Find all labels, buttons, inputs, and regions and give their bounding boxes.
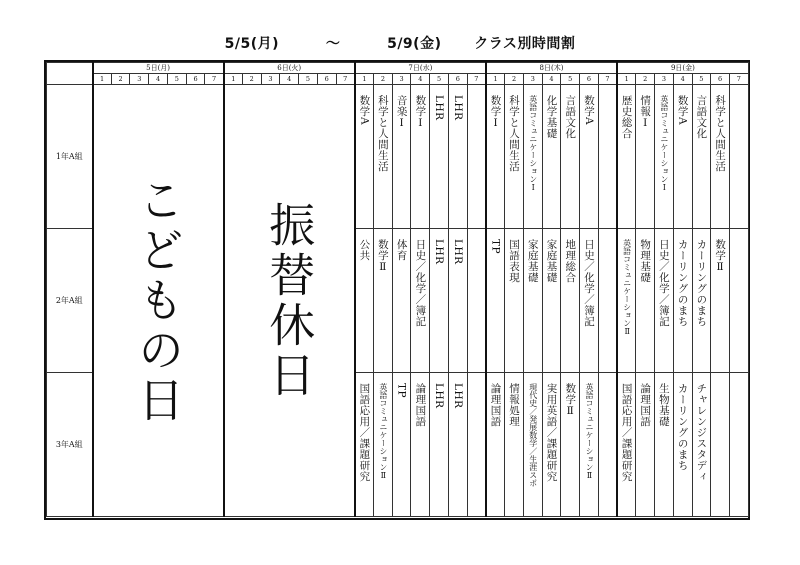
subject-label: 国語応用／課題研究 [620, 383, 633, 482]
subject-label: 言語文化 [695, 95, 708, 139]
timetable-cell [729, 85, 748, 229]
timetable-cell [542, 373, 561, 517]
timetable-cell [505, 85, 524, 229]
subject-label: 日史／化学／簿記 [657, 239, 670, 327]
page-title [0, 33, 800, 53]
period-number: 1 [93, 74, 112, 85]
subject-label: 数学Ⅱ [376, 239, 389, 274]
subject-label: 体育 [395, 239, 408, 261]
holiday-tue [224, 85, 355, 517]
timetable-cell [486, 85, 505, 229]
timetable-cell [598, 85, 617, 229]
subject-label: カーリングのまち [676, 383, 689, 471]
period-number: 7 [205, 74, 224, 85]
title-label: クラス別時間割 [474, 36, 576, 52]
subject-label: 家庭基礎 [526, 239, 539, 283]
timetable-cell [598, 373, 617, 517]
period-number: 4 [149, 74, 168, 85]
timetable-cell [692, 85, 711, 229]
timetable-cell [448, 85, 467, 229]
timetable-cell [542, 85, 561, 229]
title-separator: ～ [325, 36, 341, 52]
timetable-cell [636, 85, 655, 229]
timetable-frame [44, 60, 750, 520]
holiday-label: 振替休日 [262, 200, 317, 401]
timetable-cell [411, 373, 430, 517]
timetable-cell [692, 373, 711, 517]
day-header-row [47, 63, 749, 74]
period-number: 7 [598, 74, 617, 85]
subject-label: 英語コミュニケーションⅠ [528, 95, 538, 192]
timetable-cell [523, 373, 542, 517]
timetable-cell [486, 373, 505, 517]
period-number: 3 [261, 74, 280, 85]
timetable-cell [561, 85, 580, 229]
timetable-cell [392, 229, 411, 373]
subject-label: 実用英語／課題研究 [545, 383, 558, 482]
subject-label: 英語コミュニケーションⅡ [378, 383, 388, 480]
period-number: 3 [523, 74, 542, 85]
subject-label: LHR [433, 239, 446, 265]
day-header-mon: 5日(月) [93, 63, 224, 74]
subject-label: 英語コミュニケーションⅡ [584, 383, 594, 480]
period-number: 7 [467, 74, 486, 85]
timetable-cell [598, 229, 617, 373]
subject-label: 現代史／発展数学／生涯スポ [528, 383, 538, 487]
period-number: 5 [430, 74, 449, 85]
subject-label: 国語表現 [508, 239, 521, 283]
subject-label: 科学と人間生活 [508, 95, 521, 172]
timetable-cell [617, 85, 636, 229]
subject-label: カーリングのまち [695, 239, 708, 327]
period-number: 2 [374, 74, 393, 85]
subject-label: 数学A [676, 95, 689, 126]
timetable-cell [467, 85, 486, 229]
timetable-cell [655, 373, 674, 517]
subject-label: 論理国語 [639, 383, 652, 427]
timetable-cell [355, 85, 374, 229]
timetable-cell [673, 229, 692, 373]
timetable-cell [711, 373, 730, 517]
subject-label: 科学と人間生活 [376, 95, 389, 172]
subject-label: 音楽Ⅰ [395, 95, 408, 130]
period-number: 6 [448, 74, 467, 85]
timetable-cell [617, 229, 636, 373]
timetable-cell [711, 229, 730, 373]
class-row-1a [47, 85, 749, 229]
timetable-cell [673, 85, 692, 229]
timetable-cell [411, 229, 430, 373]
period-number: 3 [655, 74, 674, 85]
day-header-thu: 8日(木) [486, 63, 617, 74]
timetable-cell [542, 229, 561, 373]
period-number: 6 [580, 74, 599, 85]
timetable-cell [505, 373, 524, 517]
timetable-cell [355, 229, 374, 373]
period-number: 3 [130, 74, 149, 85]
timetable-cell [411, 85, 430, 229]
holiday-mon [93, 85, 224, 517]
subject-label: LHR [433, 383, 446, 409]
subject-label: カーリングのまち [676, 239, 689, 327]
period-number: 2 [111, 74, 130, 85]
timetable-cell [430, 229, 449, 373]
period-number: 4 [673, 74, 692, 85]
period-number: 5 [167, 74, 186, 85]
period-number: 5 [692, 74, 711, 85]
timetable-cell [523, 229, 542, 373]
timetable-cell [430, 373, 449, 517]
subject-label: 英語コミュニケーションⅡ [622, 239, 632, 336]
subject-label: 情報処理 [508, 383, 521, 427]
subject-label: 歴史総合 [620, 95, 633, 139]
holiday-label: こどもの日 [131, 175, 186, 426]
timetable-cell [673, 373, 692, 517]
subject-label: 公共 [358, 239, 371, 261]
timetable-cell [448, 373, 467, 517]
subject-label: 物理基礎 [639, 239, 652, 283]
subject-label: 数学Ⅱ [714, 239, 727, 274]
timetable-cell [448, 229, 467, 373]
subject-label: 数学A [358, 95, 371, 126]
timetable-cell [523, 85, 542, 229]
period-number: 7 [729, 74, 748, 85]
timetable-cell [711, 85, 730, 229]
period-number: 4 [280, 74, 299, 85]
timetable-cell [580, 229, 599, 373]
timetable-cell [692, 229, 711, 373]
timetable-cell [655, 229, 674, 373]
timetable-cell [392, 373, 411, 517]
period-number: 6 [317, 74, 336, 85]
period-number: 1 [617, 74, 636, 85]
timetable-cell [617, 373, 636, 517]
timetable-cell [374, 373, 393, 517]
class-name: 1年A組 [47, 85, 93, 229]
period-number: 2 [505, 74, 524, 85]
timetable-cell [392, 85, 411, 229]
timetable-cell [729, 229, 748, 373]
subject-label: 数学A [582, 95, 595, 126]
subject-label: LHR [433, 95, 446, 121]
period-number: 4 [542, 74, 561, 85]
timetable-cell [486, 229, 505, 373]
subject-label: LHR [451, 383, 464, 409]
timetable-cell [374, 85, 393, 229]
subject-label: LHR [451, 95, 464, 121]
subject-label: 英語コミュニケーションⅠ [659, 95, 669, 192]
subject-label: 化学基礎 [545, 95, 558, 139]
timetable-cell [374, 229, 393, 373]
subject-label: 科学と人間生活 [714, 95, 727, 172]
day-header-tue: 6日(火) [224, 63, 355, 74]
period-number: 1 [224, 74, 243, 85]
day-header-fri: 9日(金) [617, 63, 748, 74]
subject-label: 国語応用／課題研究 [358, 383, 371, 482]
subject-label: 数学Ⅰ [414, 95, 427, 130]
subject-label: 家庭基礎 [545, 239, 558, 283]
corner-cell [47, 63, 93, 85]
period-number: 5 [299, 74, 318, 85]
timetable-cell [655, 85, 674, 229]
subject-label: 論理国語 [489, 383, 502, 427]
title-end-date: 5/9(金) [387, 36, 442, 52]
period-header-row [47, 74, 749, 85]
timetable-cell [580, 373, 599, 517]
period-number: 6 [186, 74, 205, 85]
subject-label: 数学Ⅰ [489, 95, 502, 130]
timetable-cell [467, 229, 486, 373]
period-number: 2 [636, 74, 655, 85]
subject-label: チャレンジスタディ [695, 383, 708, 482]
subject-label: 日史／化学／簿記 [582, 239, 595, 327]
period-number: 3 [392, 74, 411, 85]
timetable-cell [561, 373, 580, 517]
timetable-cell [636, 229, 655, 373]
subject-label: TP [395, 383, 408, 399]
period-number: 1 [486, 74, 505, 85]
timetable-cell [636, 373, 655, 517]
period-number: 4 [411, 74, 430, 85]
timetable-cell [430, 85, 449, 229]
subject-label: 言語文化 [564, 95, 577, 139]
period-number: 2 [242, 74, 261, 85]
timetable-cell [505, 229, 524, 373]
title-start-date: 5/5(月) [224, 36, 280, 52]
timetable [46, 62, 749, 517]
period-number: 6 [711, 74, 730, 85]
subject-label: 地理総合 [564, 239, 577, 283]
class-name: 2年A組 [47, 229, 93, 373]
class-name: 3年A組 [47, 373, 93, 517]
subject-label: 生物基礎 [657, 383, 670, 427]
day-header-wed: 7日(水) [355, 63, 486, 74]
timetable-cell [729, 373, 748, 517]
subject-label: LHR [451, 239, 464, 265]
period-number: 5 [561, 74, 580, 85]
timetable-cell [561, 229, 580, 373]
timetable-cell [467, 373, 486, 517]
subject-label: TP [489, 239, 502, 255]
period-number: 1 [355, 74, 374, 85]
timetable-cell [580, 85, 599, 229]
period-number: 7 [336, 74, 355, 85]
timetable-cell [355, 373, 374, 517]
subject-label: 情報Ⅰ [639, 95, 652, 130]
subject-label: 数学Ⅱ [564, 383, 577, 418]
subject-label: 日史／化学／簿記 [414, 239, 427, 327]
subject-label: 論理国語 [414, 383, 427, 427]
